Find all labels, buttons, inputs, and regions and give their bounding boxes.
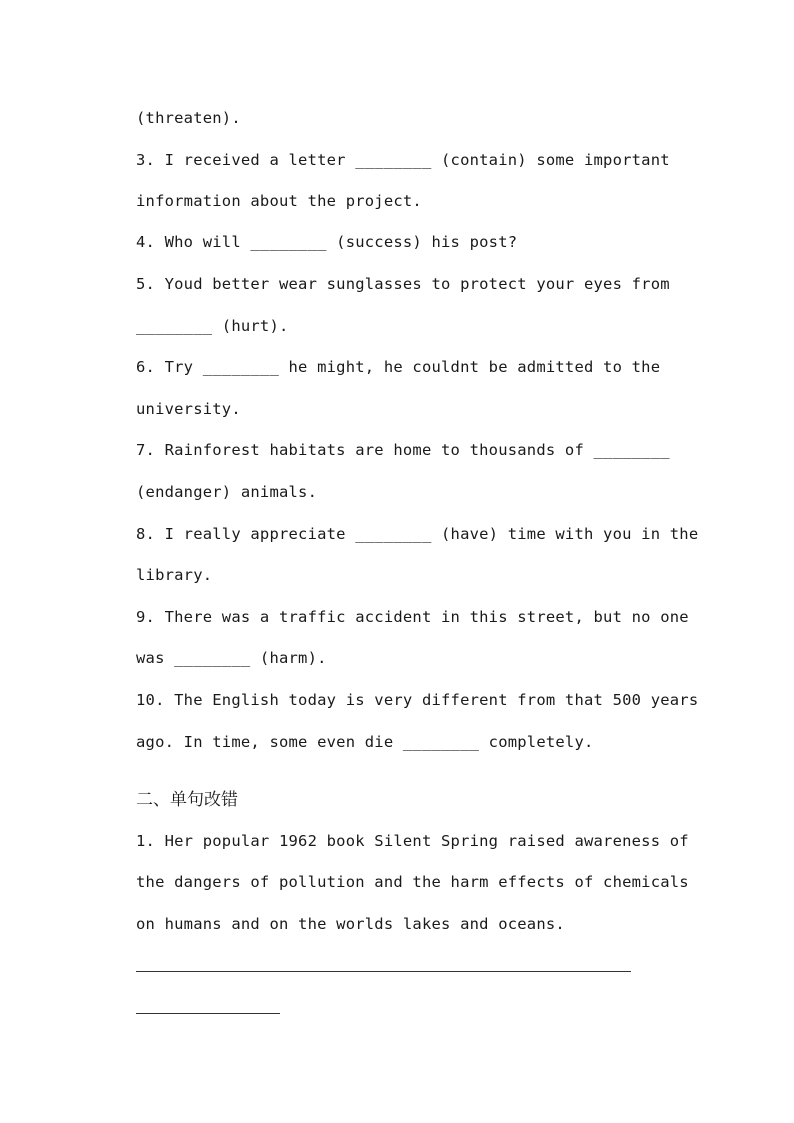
answer-line [136, 1013, 280, 1014]
text-line: 3. I received a letter ________ (contain) some important [136, 151, 670, 169]
text-line: was ________ (harm). [136, 649, 327, 667]
text-line: 10. The English today is very different from that 500 years [136, 691, 699, 709]
text-line: university. [136, 400, 241, 418]
text-line: ________ (hurt). [136, 317, 289, 335]
text-line: 8. I really appreciate ________ (have) time with you in the [136, 525, 699, 543]
text-line: 1. Her popular 1962 book Silent Spring raised awareness of [136, 832, 689, 850]
text-line: 7. Rainforest habitats are home to thousands of ________ [136, 441, 670, 459]
text-line: ago. In time, some even die ________ completely. [136, 733, 594, 751]
section-heading: 二、单句改错 [136, 790, 238, 810]
text-line: 5. Youd better wear sunglasses to protect your eyes from [136, 275, 670, 293]
text-line: 6. Try ________ he might, he couldnt be admitted to the [136, 358, 661, 376]
text-line: (endanger) animals. [136, 483, 318, 501]
text-line: information about the project. [136, 192, 422, 210]
text-line: on humans and on the worlds lakes and oceans. [136, 915, 565, 933]
answer-line [136, 971, 631, 972]
text-line: (threaten). [136, 109, 241, 127]
text-line: the dangers of pollution and the harm effects of chemicals [136, 873, 689, 891]
text-line: library. [136, 566, 213, 584]
text-line: 4. Who will ________ (success) his post? [136, 233, 518, 251]
text-line: 9. There was a traffic accident in this street, but no one [136, 608, 689, 626]
